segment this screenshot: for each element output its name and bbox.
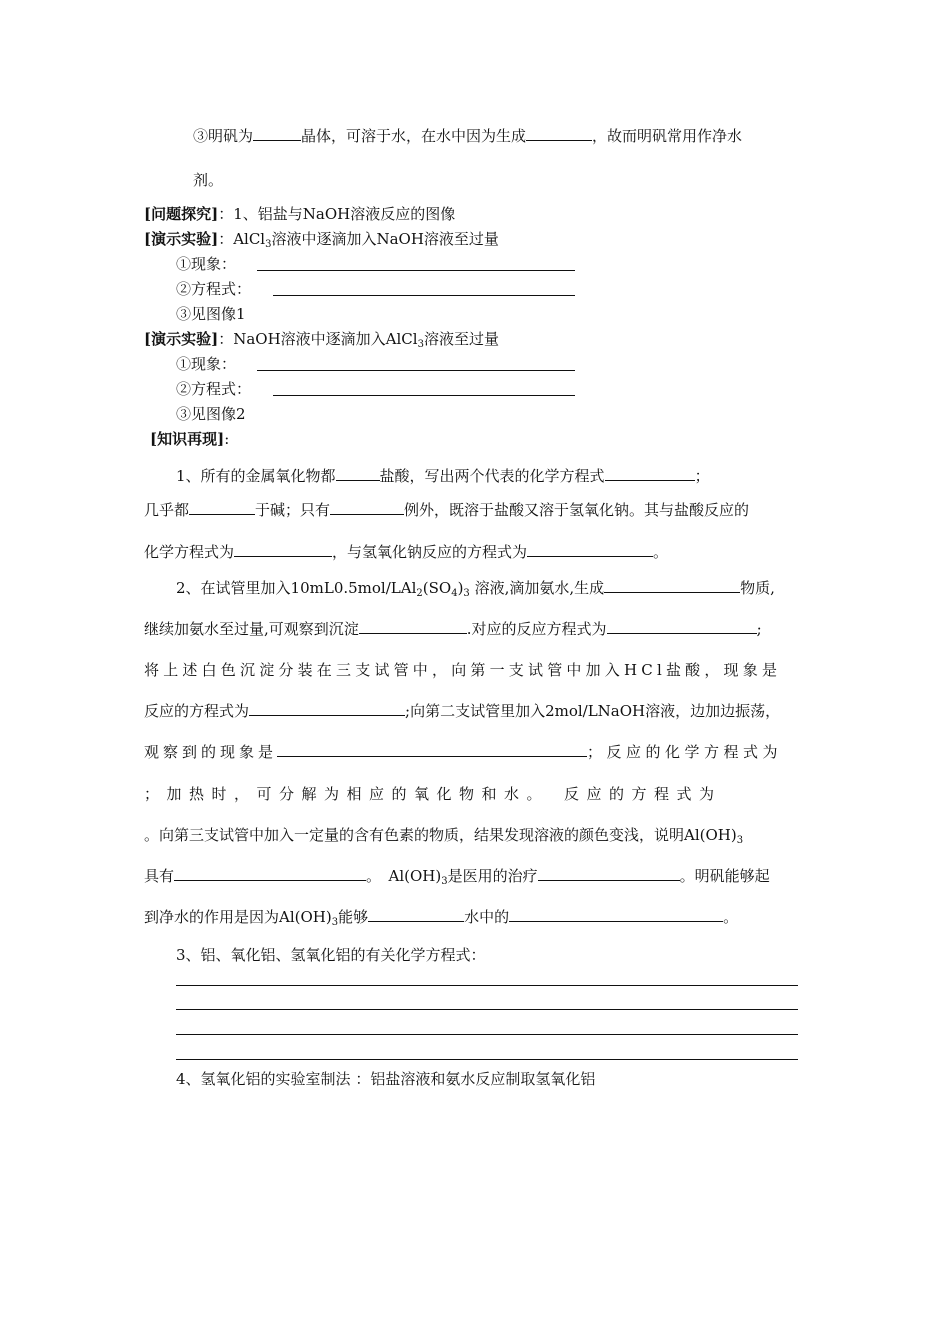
text: 。向第三支试管中加入一定量的含有色素的物质，结果发现溶液的颜色变浅，说明Al(OH) — [144, 826, 737, 844]
text: 。明矾能够起 — [679, 867, 770, 885]
blank — [607, 619, 757, 634]
q4-heading: 4、氢氧化铝的实验室制法 ：铝盐溶液和氨水反应制取氢氧化铝 — [176, 1070, 596, 1088]
blank — [253, 126, 301, 141]
text: 具有 — [144, 867, 175, 885]
text: 反应的方程式为 — [144, 702, 250, 720]
text: 到净水的作用是因为Al(OH) — [144, 908, 332, 926]
text: 将上述白色沉淀分装在三支试管中，向第一支试管中加入HCl盐酸，现象是 — [144, 661, 782, 679]
q2-line-8 — [144, 866, 770, 886]
text: ) — [457, 579, 464, 597]
answer-line — [257, 270, 575, 271]
subscript: 3 — [441, 876, 448, 887]
answer-line — [176, 1059, 798, 1060]
blank — [174, 866, 366, 881]
text: 能够 — [338, 908, 369, 926]
text: (SO — [422, 579, 452, 597]
text: 继续加氨水至过量,可观察到沉淀 — [144, 620, 359, 638]
subscript: 3 — [736, 835, 744, 846]
text: 。 Al(OH) — [366, 867, 442, 885]
text: 是医用的治疗 — [447, 867, 538, 885]
blank — [527, 542, 653, 557]
blank — [605, 466, 695, 481]
text: ; — [756, 620, 762, 638]
text: 盐酸，写出两个代表的化学方程式 — [379, 467, 605, 485]
blank — [604, 578, 740, 593]
q3-heading: 3、铝、氧化铝、氢氧化铝的有关化学方程式： — [176, 946, 486, 964]
text: 溶液至过量 — [423, 330, 499, 348]
blank — [336, 466, 380, 481]
q2-line-7 — [144, 825, 743, 845]
demo1-heading — [144, 229, 499, 249]
subscript: 3 — [265, 239, 272, 250]
blank — [368, 907, 464, 922]
text: ，与氢氧化钠反应的方程式为 — [332, 543, 528, 561]
text: ：NaOH溶液中逐滴加入AlCl — [218, 330, 418, 348]
q2-line-1 — [176, 578, 775, 598]
demo2-graph: ③见图像2 — [176, 405, 246, 423]
knowledge-heading — [150, 429, 229, 449]
text: ;向第二支试管里加入2mol/LNaOH溶液，边加边振荡， — [405, 702, 781, 720]
section-label: [演示实验] — [144, 330, 219, 348]
text: : — [224, 430, 230, 448]
answer-line — [273, 395, 575, 396]
text: 。 — [653, 543, 669, 561]
blank — [234, 542, 332, 557]
text: 例外，既溶于盐酸又溶于氢氧化钠。其与盐酸反应的 — [404, 501, 750, 519]
blank — [359, 619, 467, 634]
answer-line — [176, 1034, 798, 1035]
text: 1、所有的金属氧化物都 — [176, 467, 336, 485]
text: ③明矾为 — [193, 127, 254, 145]
text: 物质, — [740, 579, 775, 597]
text: 水中的 — [464, 908, 510, 926]
subscript: 3 — [463, 588, 470, 599]
text: ：AlCl — [218, 230, 266, 248]
demo1-equation: ②方程式： — [176, 280, 252, 298]
demo2-equation: ②方程式： — [176, 380, 252, 398]
text: 。 — [723, 908, 739, 926]
demo1-graph: ③见图像1 — [176, 305, 246, 323]
blank — [538, 866, 680, 881]
text: 溶液中逐滴加入NaOH溶液至过量 — [271, 230, 499, 248]
section-label: [知识再现] — [150, 430, 225, 448]
demo2-heading — [144, 329, 499, 349]
q1-line-1 — [176, 466, 710, 486]
q2-line-2 — [144, 619, 762, 639]
blank — [277, 742, 587, 757]
text: ，故而明矾常用作净水 — [592, 127, 743, 145]
q1-line-3 — [144, 542, 668, 562]
q2-line-4 — [144, 701, 780, 721]
blank — [526, 126, 592, 141]
subscript: 3 — [331, 917, 339, 928]
text: ：1、铝盐与NaOH溶液反应的图像 — [218, 205, 456, 223]
q2-line-3 — [144, 660, 781, 680]
text: 观察到的现象是 — [144, 743, 278, 761]
intro-line-2: 剂。 — [193, 171, 224, 189]
q1-line-2 — [144, 500, 749, 520]
blank — [249, 701, 405, 716]
blank — [189, 500, 255, 515]
text: 溶液,滴加氨水,生成 — [469, 579, 605, 597]
answer-line — [176, 1009, 798, 1010]
text: ；反应的化学方程式为 — [587, 743, 783, 761]
subscript: 2 — [416, 588, 423, 599]
explore-heading — [144, 204, 455, 224]
section-label: [问题探究] — [144, 205, 219, 223]
q2-line-5 — [144, 742, 782, 762]
text: 于碱；只有 — [255, 501, 331, 519]
text: ； — [694, 467, 710, 485]
text: 几乎都 — [144, 501, 190, 519]
q2-line-6 — [144, 784, 722, 804]
text: 化学方程式为 — [144, 543, 235, 561]
subscript: 4 — [451, 588, 458, 599]
text: 2、在试管里加入10mL0.5mol/LAl — [176, 579, 417, 597]
demo1-phenomenon: ①现象： — [176, 255, 237, 273]
q2-line-9 — [144, 907, 738, 927]
blank — [330, 500, 404, 515]
section-label: [演示实验] — [144, 230, 219, 248]
intro-line-1 — [193, 126, 742, 146]
blank — [509, 907, 723, 922]
text: 晶体，可溶于水，在水中因为生成 — [301, 127, 527, 145]
text: ；加热时，可分解为相应的氧化物和水。 反应的方程式为 — [144, 785, 722, 803]
answer-line — [273, 295, 575, 296]
answer-line — [257, 370, 575, 371]
answer-line — [176, 985, 798, 986]
text: .对应的反应方程式为 — [466, 620, 607, 638]
subscript: 3 — [417, 339, 424, 350]
demo2-phenomenon: ①现象： — [176, 355, 237, 373]
